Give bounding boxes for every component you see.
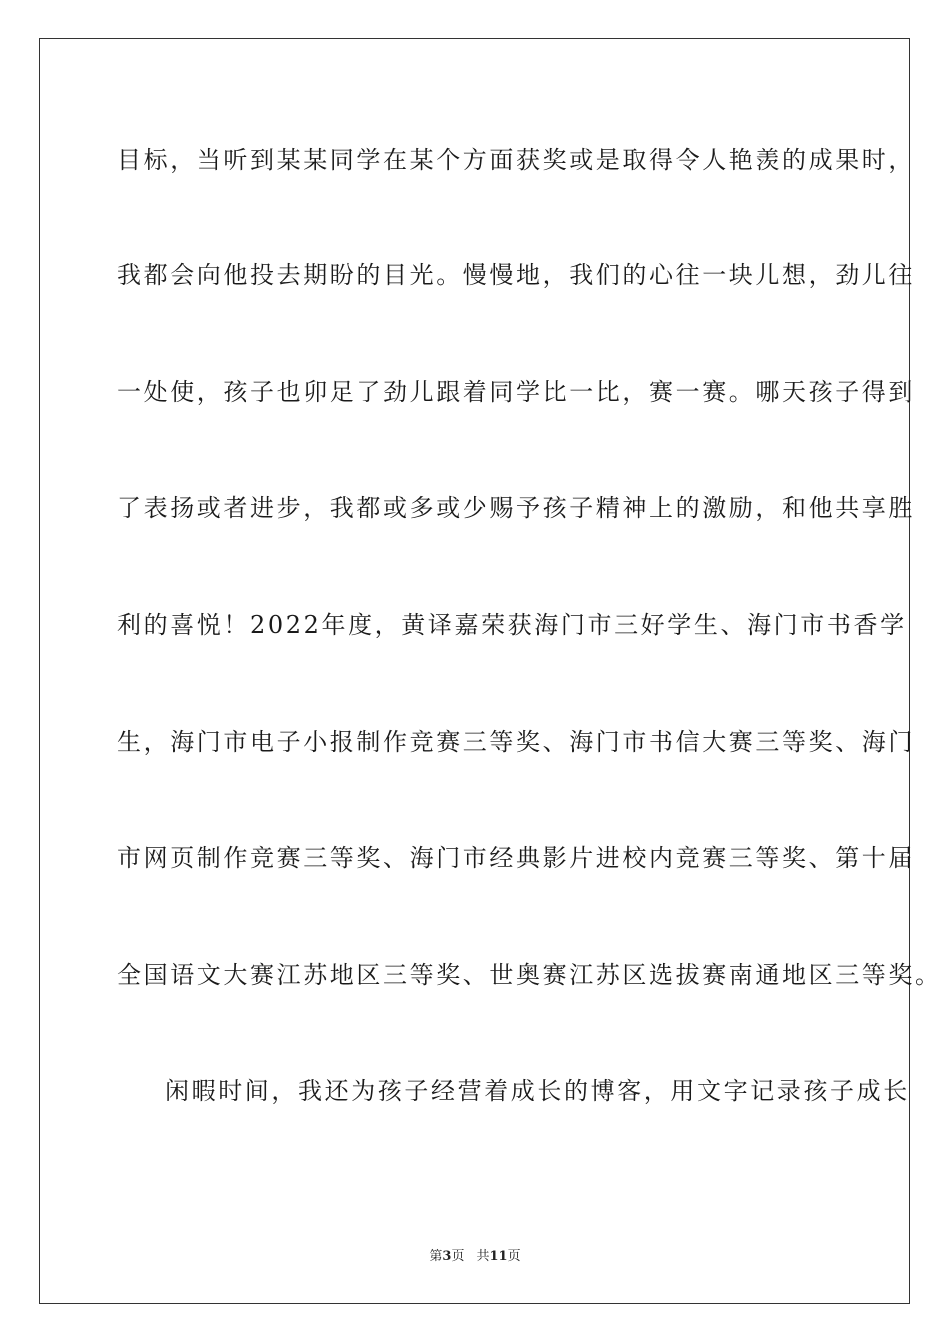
paragraph-line-indented: 闲暇时间，我还为孩子经营着成长的博客，用文字记录孩子成长 — [165, 1077, 910, 1105]
paragraph-line: 生，海门市电子小报制作竞赛三等奖、海门市书信大赛三等奖、海门 — [117, 728, 915, 756]
page-label-prefix: 第 — [429, 1249, 443, 1264]
page-label-suffix: 页 — [451, 1249, 465, 1264]
paragraph-line: 利的喜悦！2022年度，黄译嘉荣获海门市三好学生、海门市书香学 — [117, 611, 907, 639]
page-border — [39, 38, 942, 1304]
paragraph-line: 目标，当听到某某同学在某个方面获奖或是取得令人艳羡的成果时， — [117, 146, 915, 174]
paragraph-line: 全国语文大赛江苏地区三等奖、世奥赛江苏区选拔赛南通地区三等奖。 — [117, 961, 942, 989]
page-number: 3 — [442, 1249, 452, 1264]
total-pages: 11 — [489, 1249, 508, 1264]
page-footer — [0, 1248, 950, 1266]
paragraph-line: 了表扬或者进步，我都或多或少赐予孩子精神上的激励，和他共享胜 — [117, 494, 915, 522]
total-label-prefix: 共 — [476, 1249, 490, 1264]
paragraph-line: 我都会向他投去期盼的目光。慢慢地，我们的心往一块儿想，劲儿往 — [117, 261, 915, 289]
total-label-suffix: 页 — [507, 1249, 521, 1264]
paragraph-line: 市网页制作竞赛三等奖、海门市经典影片进校内竞赛三等奖、第十届 — [117, 844, 915, 872]
paragraph-line: 一处使，孩子也卯足了劲儿跟着同学比一比，赛一赛。哪天孩子得到 — [117, 378, 915, 406]
